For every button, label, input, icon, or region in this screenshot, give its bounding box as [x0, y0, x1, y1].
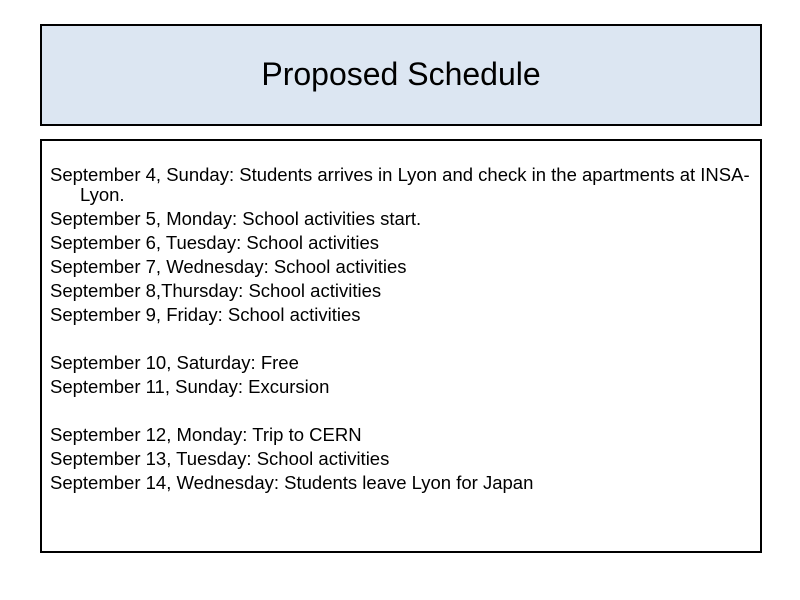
- schedule-item-sep-13: September 13, Tuesday: School activities: [50, 448, 390, 469]
- schedule-spacer: [50, 329, 750, 353]
- schedule-item-sep-4: September 4, Sunday: Students arrives in Lyon and check in the apartments at INSA-Lyon.: [50, 164, 750, 205]
- schedule-item-sep-6: September 6, Tuesday: School activities: [50, 232, 380, 253]
- title-box: [40, 24, 762, 126]
- schedule-item-sep-7: September 7, Wednesday: School activities: [50, 256, 407, 277]
- schedule-item-sep-14: September 14, Wednesday: Students leave Lyon for Japan: [50, 472, 534, 493]
- schedule-item-sep-12: September 12, Monday: Trip to CERN: [50, 424, 362, 445]
- schedule-box: [40, 139, 762, 553]
- schedule-item-sep-5: September 5, Monday: School activities start.: [50, 208, 422, 229]
- schedule-item-sep-8: September 8,Thursday: School activities: [50, 280, 382, 301]
- schedule-item-sep-10: September 10, Saturday: Free: [50, 352, 299, 373]
- page-title: Proposed Schedule: [261, 55, 541, 92]
- schedule-item-sep-9: September 9, Friday: School activities: [50, 304, 361, 325]
- schedule-list: [50, 165, 750, 497]
- schedule-item-sep-11: September 11, Sunday: Excursion: [50, 376, 330, 397]
- schedule-spacer: [50, 401, 750, 425]
